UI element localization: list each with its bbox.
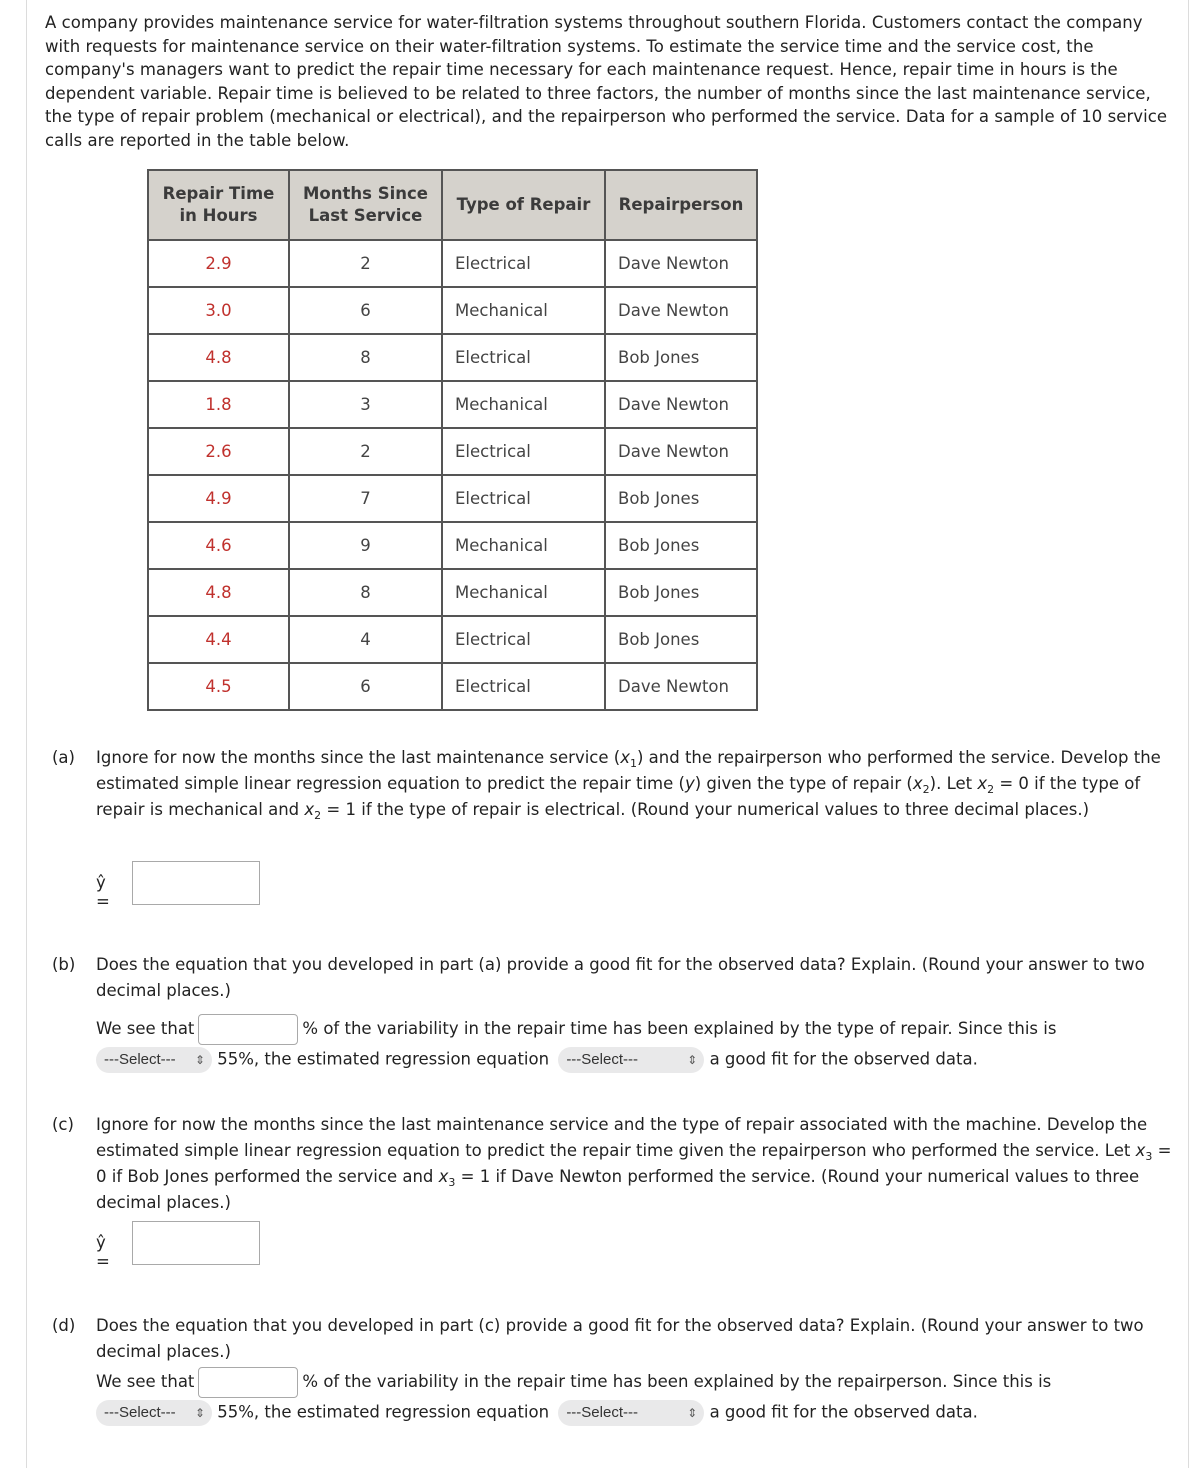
repair-time-cell: 2.9 (148, 240, 289, 287)
repairperson-cell: Bob Jones (605, 475, 757, 522)
repair-time-cell: 3.0 (148, 287, 289, 334)
repairperson-cell: Dave Newton (605, 240, 757, 287)
months-cell: 6 (289, 287, 442, 334)
part-d-mid-text: 55%, the estimated regression equation (217, 1402, 550, 1422)
part-c (52, 1112, 1177, 1216)
part-b (52, 952, 1177, 1004)
header-line: Repair Time (162, 184, 275, 203)
select-arrows-icon: ⇕ (687, 1053, 698, 1067)
table-row (148, 663, 757, 710)
months-cell: 8 (289, 334, 442, 381)
header-line: Months Since (303, 184, 428, 203)
months-cell: 4 (289, 616, 442, 663)
type-cell: Mechanical (442, 381, 605, 428)
part-d-text: Does the equation that you developed in part (c) provide a good fit for the observed data? Explain. (Round your answer to two decimal places.) (96, 1316, 1144, 1361)
table-row (148, 475, 757, 522)
header-repair-time (148, 170, 289, 240)
problem-intro: A company provides maintenance service for water-filtration systems throughout southern Florida. Customers contact the company with requests for maintenance service on their water-filtration systems. To estimate the service time and the service cost, the company's managers want to predict the repair time necessary for each maintenance request. Hence, repair time in hours is the dependent variable. Repair time is believed to be related to three factors, the number of months since the last maintenance service, the type of repair problem (mechanical or electrical), and the repairperson who performed the service. Data for a sample of 10 service calls are reported in the table below. (45, 13, 1168, 150)
repairperson-cell: Dave Newton (605, 428, 757, 475)
header-type: Type of Repair (442, 170, 605, 240)
header-line: Last Service (308, 206, 423, 225)
months-cell: 9 (289, 522, 442, 569)
part-d-line-1 (96, 1367, 1051, 1398)
repair-time-cell: 4.6 (148, 522, 289, 569)
type-cell: Mechanical (442, 522, 605, 569)
we-see-that-label: We see that (96, 1019, 195, 1038)
part-b-comparison-select[interactable]: ---Select--- ⇕ (96, 1047, 212, 1073)
part-c-text: Ignore for now the months since the last maintenance service and the type of repair associated with the machine. Develop the estimated simple linear regression equation to predict the repair time given the repairperson who performed the service. Let $x_3 = 0$ if Bob Jones performed the service and $x_3 = 1$ if Dave Newton performed the service. (Round your numerical values to three decimal places.) (96, 1115, 1172, 1212)
months-cell: 2 (289, 428, 442, 475)
part-d-fit-select[interactable]: ---Select--- ⇕ (558, 1400, 704, 1426)
type-cell: Mechanical (442, 287, 605, 334)
repair-time-cell: 4.8 (148, 569, 289, 616)
months-cell: 7 (289, 475, 442, 522)
yhat-label: ŷ = (96, 873, 110, 911)
repairperson-cell: Bob Jones (605, 569, 757, 616)
repairperson-cell: Bob Jones (605, 334, 757, 381)
part-b-line-1 (96, 1014, 1056, 1045)
type-cell: Electrical (442, 616, 605, 663)
part-d (52, 1313, 1177, 1365)
table-row (148, 616, 757, 663)
part-a-label: (a) (52, 748, 75, 767)
part-b-explanation: % of the variability in the repair time has been explained by the type of repair. Since this is (302, 1019, 1057, 1038)
part-d-label: (d) (52, 1316, 76, 1335)
type-cell: Mechanical (442, 569, 605, 616)
service-data-table (147, 169, 758, 711)
part-c-label: (c) (52, 1115, 74, 1134)
header-line: in Hours (179, 206, 258, 225)
table-row (148, 287, 757, 334)
part-b-end-text: a good fit for the observed data. (709, 1049, 978, 1069)
part-b-fit-select[interactable]: ---Select--- ⇕ (558, 1047, 704, 1073)
header-months (289, 170, 442, 240)
months-cell: 6 (289, 663, 442, 710)
select-arrows-icon: ⇕ (687, 1406, 698, 1420)
type-cell: Electrical (442, 334, 605, 381)
months-cell: 8 (289, 569, 442, 616)
repair-time-cell: 4.4 (148, 616, 289, 663)
table-row (148, 522, 757, 569)
part-b-label: (b) (52, 955, 76, 974)
type-cell: Electrical (442, 475, 605, 522)
part-d-percent-input[interactable] (198, 1367, 298, 1398)
part-a-text: Ignore for now the months since the last maintenance service $(x_1)$ and the repairperson who performed the service. Develop the estimated simple linear regression equation to predict the repair time (y) given the type of repair $(x_2)$. Let $x_2 = 0$ if the type of repair is mechanical and $x_2 = 1$ if the type of repair is electrical. (Round your numerical values to three decimal places.) (96, 748, 1161, 822)
repairperson-cell: Dave Newton (605, 381, 757, 428)
type-cell: Electrical (442, 663, 605, 710)
months-cell: 3 (289, 381, 442, 428)
part-b-line-2 (96, 1047, 978, 1073)
type-cell: Electrical (442, 428, 605, 475)
table-row (148, 428, 757, 475)
repair-time-cell: 4.8 (148, 334, 289, 381)
part-d-end-text: a good fit for the observed data. (709, 1402, 978, 1422)
table-row (148, 334, 757, 381)
part-b-percent-input[interactable] (198, 1014, 298, 1045)
table-row (148, 240, 757, 287)
part-b-mid-text: 55%, the estimated regression equation (217, 1049, 550, 1069)
we-see-that-label: We see that (96, 1372, 195, 1391)
part-b-text: Does the equation that you developed in part (a) provide a good fit for the observed data? Explain. (Round your answer to two decimal places.) (96, 955, 1145, 1000)
repairperson-cell: Dave Newton (605, 663, 757, 710)
repairperson-cell: Bob Jones (605, 522, 757, 569)
header-repairperson: Repairperson (605, 170, 757, 240)
select-arrows-icon: ⇕ (194, 1053, 205, 1067)
table-row (148, 381, 757, 428)
repair-time-cell: 4.5 (148, 663, 289, 710)
months-cell: 2 (289, 240, 442, 287)
repairperson-cell: Bob Jones (605, 616, 757, 663)
type-cell: Electrical (442, 240, 605, 287)
part-c-equation-input[interactable] (132, 1221, 260, 1265)
part-a-equation-input[interactable] (132, 861, 260, 905)
table-header-row (148, 170, 757, 240)
part-d-line-2 (96, 1400, 978, 1426)
table-row (148, 569, 757, 616)
part-d-explanation: % of the variability in the repair time has been explained by the repairperson. Since this is (302, 1372, 1052, 1391)
select-arrows-icon: ⇕ (194, 1406, 205, 1420)
repair-time-cell: 2.6 (148, 428, 289, 475)
part-a (52, 745, 1177, 823)
repair-time-cell: 4.9 (148, 475, 289, 522)
part-d-comparison-select[interactable]: ---Select--- ⇕ (96, 1400, 212, 1426)
repairperson-cell: Dave Newton (605, 287, 757, 334)
yhat-label: ŷ = (96, 1233, 110, 1271)
repair-time-cell: 1.8 (148, 381, 289, 428)
